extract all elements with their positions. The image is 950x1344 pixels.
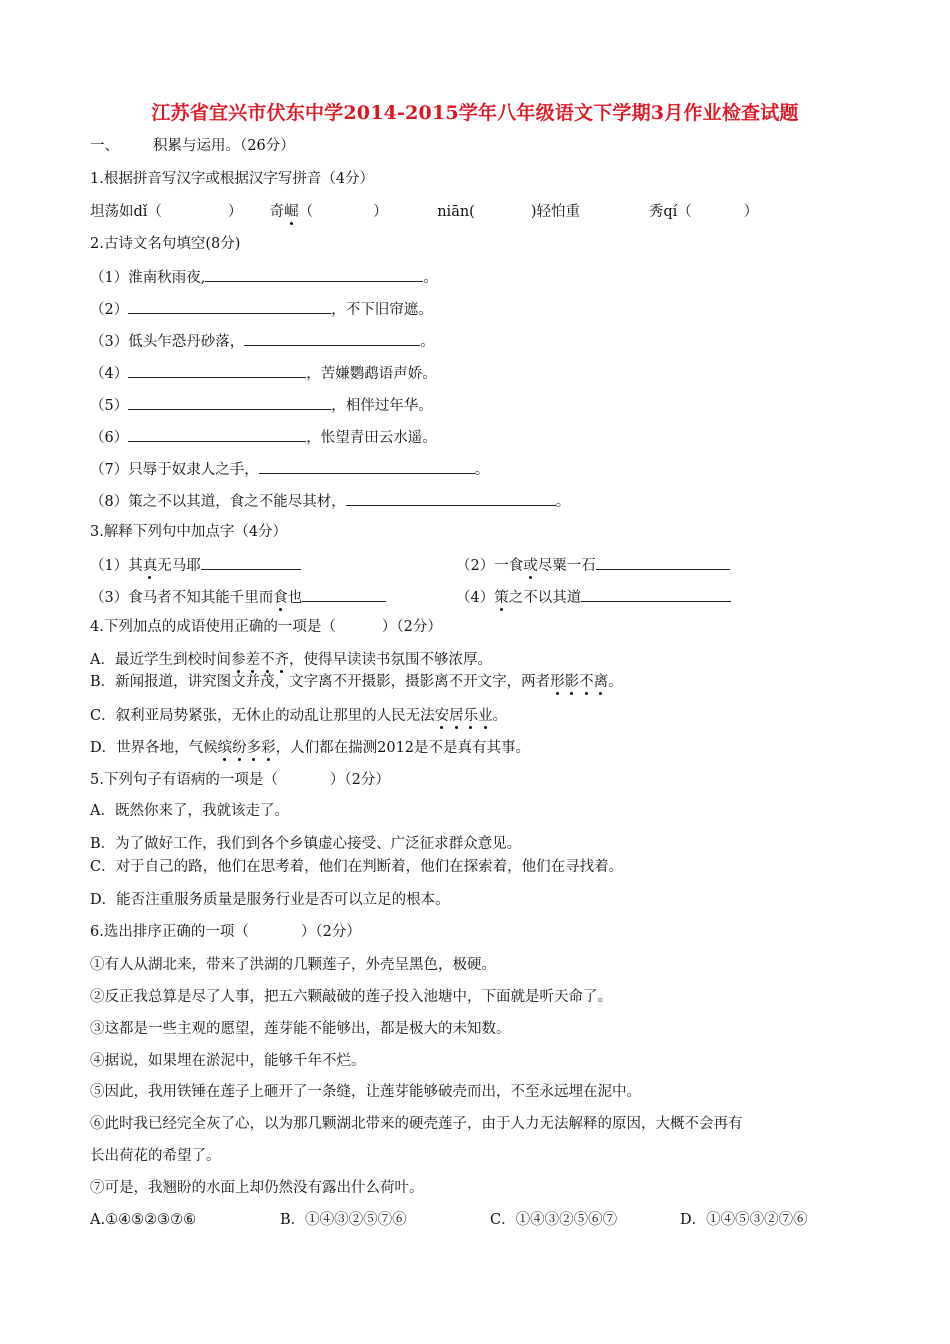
line-number: （1） (90, 270, 129, 286)
line-text: ，苦嫌鹦鹉语声娇。 (306, 366, 437, 382)
item-number: （1） (90, 558, 129, 574)
line-number: （5） (90, 398, 129, 414)
item-text: 秀qí（ (648, 204, 692, 220)
option-text: D．世界各地，气候 (90, 740, 218, 756)
dotted-char: 崛 (284, 204, 299, 220)
poem-line-8 (90, 490, 570, 512)
pinyin-item-2 (270, 202, 433, 222)
option-text: 。 (492, 708, 508, 724)
item-text: ） (743, 204, 759, 220)
answer-blank[interactable] (302, 586, 386, 602)
q6-sentence-2: ②反正我总算是尽了人事，把五六颗敲破的莲子投入池塘中，下面就是听天命了。 (90, 989, 612, 1005)
pinyin-item-4 (649, 202, 758, 222)
dotted-char: 彩 (261, 740, 276, 756)
answer-blank[interactable] (205, 266, 423, 282)
line-text: 淮南秋雨夜, (128, 270, 206, 286)
section-label: 积累与运用。（26分） (153, 138, 295, 154)
question-4-stem (90, 617, 442, 637)
q5-option-d: D．能否注重服务质量是服务行业是否可以立足的根本。 (90, 892, 450, 908)
line-text: 。 (555, 494, 571, 510)
exam-title: 江苏省宜兴市伏东中学2014-2015学年八年级语文下学期3月作业检查试题 (151, 102, 799, 124)
dotted-char: 参 (230, 652, 246, 668)
answer-blank[interactable] (128, 362, 306, 378)
line-text: 低头乍恐丹砂落， (128, 334, 245, 350)
q5-option-a: A．既然你来了，我就该走了。 (90, 803, 289, 819)
line-number: （4） (90, 366, 129, 382)
dotted-char: 业 (478, 708, 493, 724)
q3-item-2 (456, 554, 730, 576)
line-number: （7） (90, 462, 129, 478)
q6-sentence-4: ④据说，如果埋在淤泥中，能够千年不烂。 (90, 1053, 366, 1069)
poem-line-2 (90, 298, 433, 320)
section-heading (90, 136, 295, 156)
item-text: 尽粟一石 (537, 558, 596, 574)
item-text: 其 (128, 558, 143, 574)
q6-sentence-7: ⑦可是，我翘盼的水面上却仍然没有露出什么荷叶。 (90, 1180, 424, 1196)
pinyin-item-3 (437, 202, 644, 222)
item-text: ） (373, 204, 388, 220)
item-text: 奇 (269, 204, 285, 220)
q6-sentence-6: ⑥此时我已经完全灰了心，以为那几颗湖北带来的硬壳莲子，由于人力无法解释的原因，大概不会再有 (90, 1116, 743, 1132)
answer-blank[interactable] (201, 554, 301, 570)
dotted-char: 形 (550, 674, 565, 690)
stem-text: ）（2分） (381, 619, 442, 635)
q6-choice-d: D．①④⑤③②⑦⑥ (680, 1212, 808, 1228)
q6-choice-c: C．①④③②⑤⑥⑦ (490, 1212, 618, 1228)
stem-text: 5.下列句子有语病的一项是（ (90, 772, 278, 788)
dotted-char: 纷 (232, 740, 247, 756)
option-text: A．最近学生到校时间 (90, 652, 231, 668)
question-1-stem: 1.根据拼音写汉字或根据汉字写拼音（4分） (90, 171, 375, 187)
question-2-stem: 2.古诗文名句填空(8分) (90, 236, 241, 252)
answer-blank[interactable] (128, 426, 306, 442)
option-text: ，人们都在揣测2012是不是真有其事。 (275, 740, 531, 756)
question-3-stem: 3.解释下列句中加点字（4分） (90, 524, 288, 540)
section-number: 一、 (90, 138, 119, 154)
poem-line-1 (90, 266, 438, 288)
item-text: niān( (437, 204, 475, 220)
answer-blank[interactable] (596, 554, 730, 570)
question-6-stem (90, 922, 361, 942)
dotted-char: 居 (449, 708, 464, 724)
poem-line-5 (90, 394, 433, 416)
q4-option-d (90, 738, 530, 758)
q3-item-4 (456, 586, 731, 608)
q6-choices (90, 1210, 808, 1230)
question-1-items (90, 202, 758, 222)
line-number: （6） (90, 430, 129, 446)
answer-blank[interactable] (259, 458, 475, 474)
dotted-char: 不 (579, 674, 594, 690)
answer-blank[interactable] (128, 394, 331, 410)
line-text: ，怅望青田云水遥。 (306, 430, 437, 446)
line-text: ，相伴过年华。 (331, 398, 433, 414)
q6-sentence-3: ③这都是一些主观的愿望，莲芽能不能够出，都是极大的未知数。 (90, 1021, 511, 1037)
option-text: B．新闻报道，讲究图文并茂，文字离不开摄影，摄影离不开文字，两者 (90, 674, 551, 690)
line-text: 。 (420, 334, 435, 350)
dotted-char: 多 (246, 740, 262, 756)
dotted-char: 策 (494, 590, 509, 606)
line-text: 只辱于奴隶人之手， (128, 462, 259, 478)
answer-blank[interactable] (128, 298, 331, 314)
line-number: （2） (90, 302, 129, 318)
item-text: 坦荡如dǐ（ (90, 204, 162, 220)
dotted-char: 缤 (217, 740, 233, 756)
item-text: 也 (287, 590, 303, 606)
q6-sentence-6-cont: 长出荷花的希望了。 (90, 1148, 221, 1164)
option-text: 。 (608, 674, 623, 690)
stem-text: ）（2分） (300, 924, 361, 940)
q3-row-1 (90, 554, 730, 576)
item-text: （ (298, 204, 314, 220)
line-text: ，不下旧帘遮。 (331, 302, 433, 318)
dotted-char: 不 (259, 652, 275, 668)
item-text: 一食 (494, 558, 524, 574)
item-number: （3） (90, 590, 129, 606)
pinyin-item-1 (90, 202, 265, 222)
item-text: 之不以其道 (508, 590, 582, 606)
q6-choice-b: B．①④③②⑤⑦⑥ (280, 1212, 407, 1228)
q6-sentence-5: ⑤因此，我用铁锤在莲子上砸开了一条缝，让莲芽能够破壳而出，不至永远埋在泥中。 (90, 1084, 641, 1100)
item-text: ） (227, 204, 243, 220)
answer-blank[interactable] (244, 330, 420, 346)
item-number: （4） (456, 590, 495, 606)
dotted-char: 离 (593, 674, 609, 690)
item-text: 食马者不知其能千里而 (128, 590, 274, 606)
item-text: )轻怕重 (530, 204, 581, 220)
dotted-char: 差 (245, 652, 260, 668)
q5-option-b: B．为了做好工作，我们到各个乡镇虚心接受、广泛征求群众意见。 (90, 836, 522, 852)
dotted-char: 齐 (274, 652, 289, 668)
item-text: 无马耶 (157, 558, 201, 574)
q4-option-c (90, 706, 507, 726)
answer-blank[interactable] (346, 490, 556, 506)
option-text: ，使得早读读书氛围不够浓厚。 (288, 652, 492, 668)
q5-option-c: C．对于自己的路，他们在思考着，他们在判断着，他们在探索着，他们在寻找着。 (90, 859, 624, 875)
q6-choice-a: A.①④⑤②③⑦⑥ (90, 1212, 197, 1228)
item-number: （2） (456, 558, 495, 574)
q3-row-2 (90, 586, 731, 608)
poem-line-3 (90, 330, 435, 352)
q4-option-b (90, 672, 623, 692)
q3-item-1 (90, 554, 456, 576)
line-text: 。 (423, 270, 438, 286)
q4-option-a (90, 650, 492, 670)
poem-line-6 (90, 426, 437, 448)
q3-item-3 (90, 586, 456, 608)
dotted-char: 乐 (463, 708, 479, 724)
stem-text: ）（2分） (329, 772, 390, 788)
dotted-char: 真 (142, 558, 158, 574)
line-number: （8） (90, 494, 129, 510)
dotted-char: 安 (434, 708, 450, 724)
dotted-char: 或 (523, 558, 538, 574)
poem-line-7 (90, 458, 489, 480)
stem-text: 4.下列加点的成语使用正确的一项是（ (90, 619, 336, 635)
stem-text: 6.选出排序正确的一项（ (90, 924, 249, 940)
line-number: （3） (90, 334, 129, 350)
question-5-stem (90, 770, 390, 790)
q6-sentence-1: ①有人从湖北来，带来了洪湖的几颗莲子，外壳呈黑色，极硬。 (90, 957, 496, 973)
poem-line-4 (90, 362, 437, 384)
dotted-char: 影 (564, 674, 580, 690)
option-text: C．叙利亚局势紧张，无休止的动乱让那里的人民无法 (90, 708, 435, 724)
line-text: 。 (474, 462, 490, 478)
line-text: 策之不以其道，食之不能尽其材， (128, 494, 346, 510)
dotted-char: 食 (273, 590, 288, 606)
answer-blank[interactable] (581, 586, 731, 602)
